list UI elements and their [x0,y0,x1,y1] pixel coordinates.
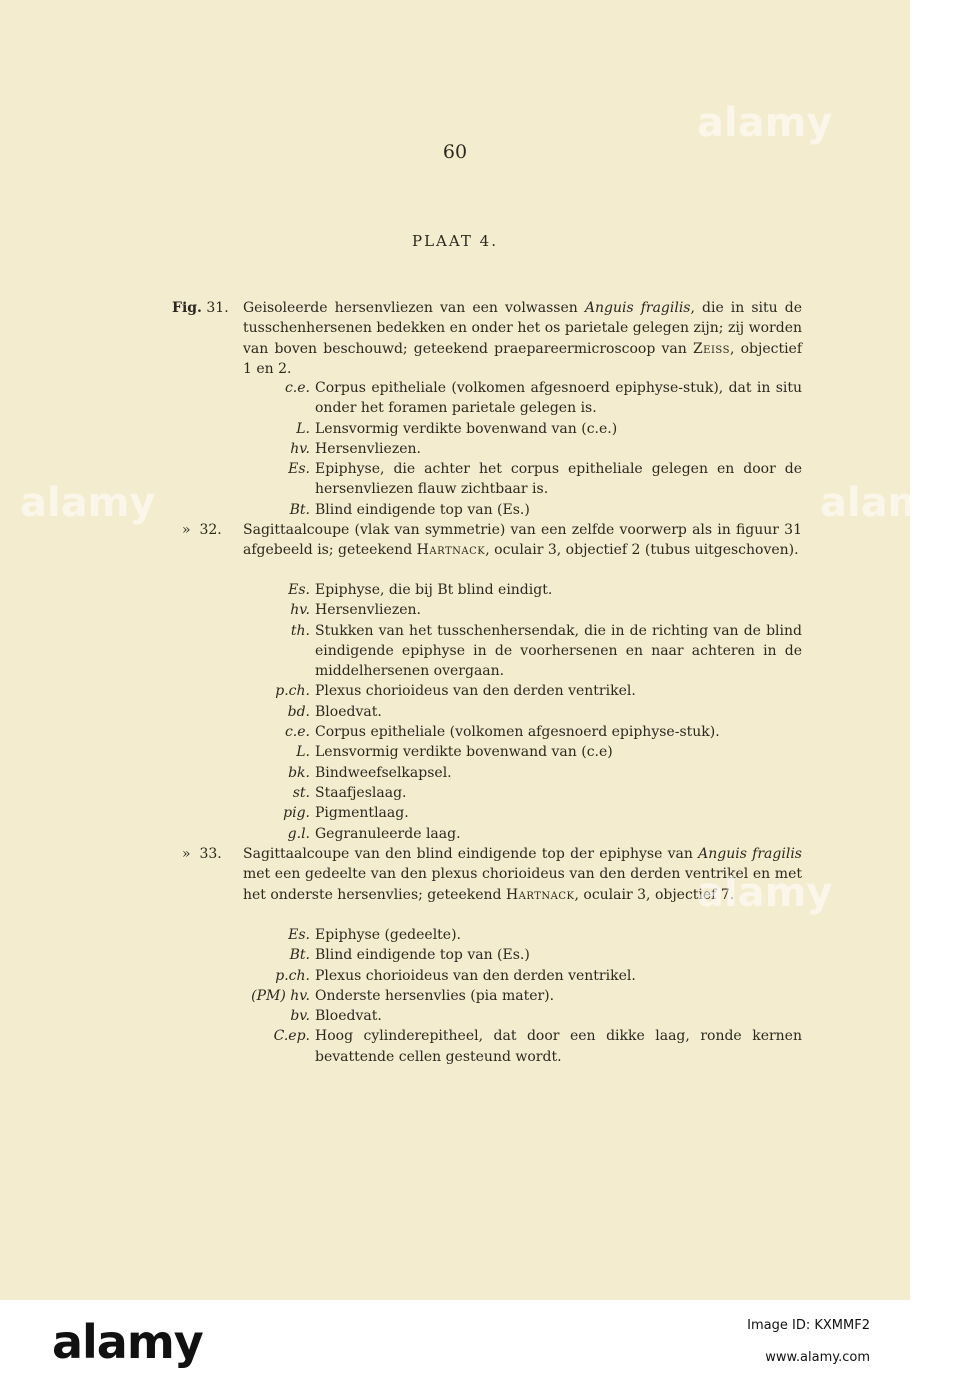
legend-text: Corpus epitheliale (volkomen afgesnoerd epiphyse-stuk), dat in situ onder het foramen parietale gelegen is. [315,380,802,417]
description-segment: Geisoleerde hersenvliezen van een volwassen [243,300,585,316]
legend-abbreviation: bk. [288,764,310,781]
description-segment: , die in situ de tusschenhersenen bedekken en onder het os parietale gelegen zijn; zij worden van boven beschouwd; geteekend praepareermicroscoop van [243,300,802,357]
page-number: 60 [442,141,468,163]
plate-title: PLAAT 4. [412,232,498,250]
description-segment: , oculair 3, objectief 7. [574,886,735,903]
legend-row [0,681,910,701]
image-id: Image ID: KXMMF2 [747,1318,870,1333]
legend-text: Hersenvliezen. [315,602,421,619]
figure-number: 32. [199,522,222,538]
legend-abbreviation: th. [290,622,310,639]
legend-text: Lensvormig verdikte bovenwand van (c.e) [315,744,613,761]
legend-text: Plexus chorioideus van den derden ventrikel. [315,683,636,700]
watermark: alamy [20,480,156,526]
legend-abbreviation: Es. [288,582,310,598]
legend-row [0,419,910,439]
legend-text: Onderste hersenvlies (pia mater). [315,987,555,1004]
stock-footer [0,1300,910,1390]
figure-legend [0,580,910,844]
legend-text: Bloedvat. [315,703,382,720]
figure-prefix: Fig. [172,300,202,316]
legend-text: Lensvormig verdikte bovenwand van (c.e.) [315,420,618,437]
legend-abbreviation: p.ch. [275,683,310,700]
legend-text: Pigmentlaag. [315,805,409,822]
legend-text: Epiphyse (gedeelte). [315,927,462,943]
legend-row [0,986,910,1006]
figure-legend [0,925,910,1067]
description-segment: Zeiss [692,340,730,357]
legend-abbreviation: st. [292,784,310,801]
legend-row [0,966,910,986]
description-segment: Hartnack [505,886,575,903]
legend-abbreviation: L. [296,744,310,761]
legend-text: Hersenvliezen. [315,440,421,457]
legend-abbreviation: pig. [283,805,310,822]
legend-text: Epiphyse, die bij Bt blind eindigt. [315,582,553,598]
figure-prefix: » [182,846,191,862]
legend-row [0,763,910,783]
legend-abbreviation: Es. [288,927,310,943]
legend-abbreviation: hv. [290,602,310,619]
alamy-logo: alamy [52,1315,203,1369]
legend-abbreviation: Bt. [289,501,310,518]
figure-number: 31. [206,300,229,316]
legend-text: Hoog cylinderepitheel, dat door een dikke laag, ronde kernen bevattende cellen gesteund wordt. [315,1028,802,1065]
legend-text: Blind eindigende top van (Es.) [315,501,530,518]
legend-abbreviation: bd. [287,703,310,720]
watermark: alamy [697,100,833,146]
figure-label [182,520,222,540]
legend-abbreviation: (PM) hv. [251,987,310,1004]
description-segment: , objectief 1 en 2. [243,340,803,377]
legend-row [0,945,910,965]
legend-row [0,1026,910,1067]
figure-description [243,520,802,561]
description-segment: Sagittaalcoupe (vlak van symmetrie) van een zelfde voorwerp als in figuur 31 afgebeeld is; geteekend [243,522,802,559]
site-url: www.alamy.com [765,1350,870,1365]
figure-label [182,844,222,864]
legend-row [0,600,910,620]
legend-text: Staafjeslaag. [315,784,407,801]
description-segment: Anguis fragilis [698,846,802,862]
legend-abbreviation: L. [296,420,310,437]
legend-abbreviation: Bt. [289,947,310,964]
legend-row [0,742,910,762]
legend-text: Plexus chorioideus van den derden ventrikel. [315,967,636,984]
legend-row [0,824,910,844]
legend-text: Gegranuleerde laag. [315,825,461,842]
legend-row [0,783,910,803]
legend-text: Stukken van het tusschenhersendak, die in de richting van de blind eindigende epiphyse in de voorhersenen en naar achteren in de middelhersenen overgaan. [315,622,802,680]
legend-row [0,722,910,742]
legend-row [0,580,910,600]
legend-abbreviation: g.l. [287,825,310,842]
legend-text: Epiphyse, die achter het corpus epitheliale gelegen en door de hersenvliezen flauw zichtbaar is. [315,461,802,498]
legend-abbreviation: hv. [290,440,310,457]
figure-prefix: » [182,522,191,538]
description-segment: Sagittaalcoupe van den blind eindigende top der epiphyse van [243,846,699,862]
figure-description [243,298,802,379]
watermark: alamy [697,870,833,916]
legend-abbreviation: c.e. [284,724,310,741]
watermark: alamy [820,480,955,526]
legend-row [0,1006,910,1026]
legend-row [0,702,910,722]
legend-text: Bloedvat. [315,1008,382,1025]
legend-text: Bindweefselkapsel. [315,764,452,781]
legend-row [0,378,910,419]
description-segment: Anguis fragilis [584,300,691,316]
legend-abbreviation: C.ep. [273,1028,310,1045]
legend-row [0,803,910,823]
legend-text: Blind eindigende top van (Es.) [315,947,530,964]
legend-abbreviation: Es. [288,461,310,478]
description-segment: , oculair 3, objectief 2 (tubus uitgeschoven). [485,542,799,559]
figure-number: 33. [199,846,222,862]
description-segment: Hartnack [416,542,486,559]
legend-row [0,621,910,682]
legend-text: Corpus epitheliale (volkomen afgesnoerd epiphyse-stuk). [315,724,720,741]
legend-abbreviation: c.e. [284,380,310,396]
legend-abbreviation: bv. [290,1008,310,1025]
legend-row [0,925,910,945]
legend-abbreviation: p.ch. [275,967,310,984]
figure-label [172,298,229,318]
description-segment: met een gedeelte van den plexus chorioideus van den derden ventrikel en met het onderste hersenvlies; geteekend [243,866,802,903]
legend-row [0,439,910,459]
